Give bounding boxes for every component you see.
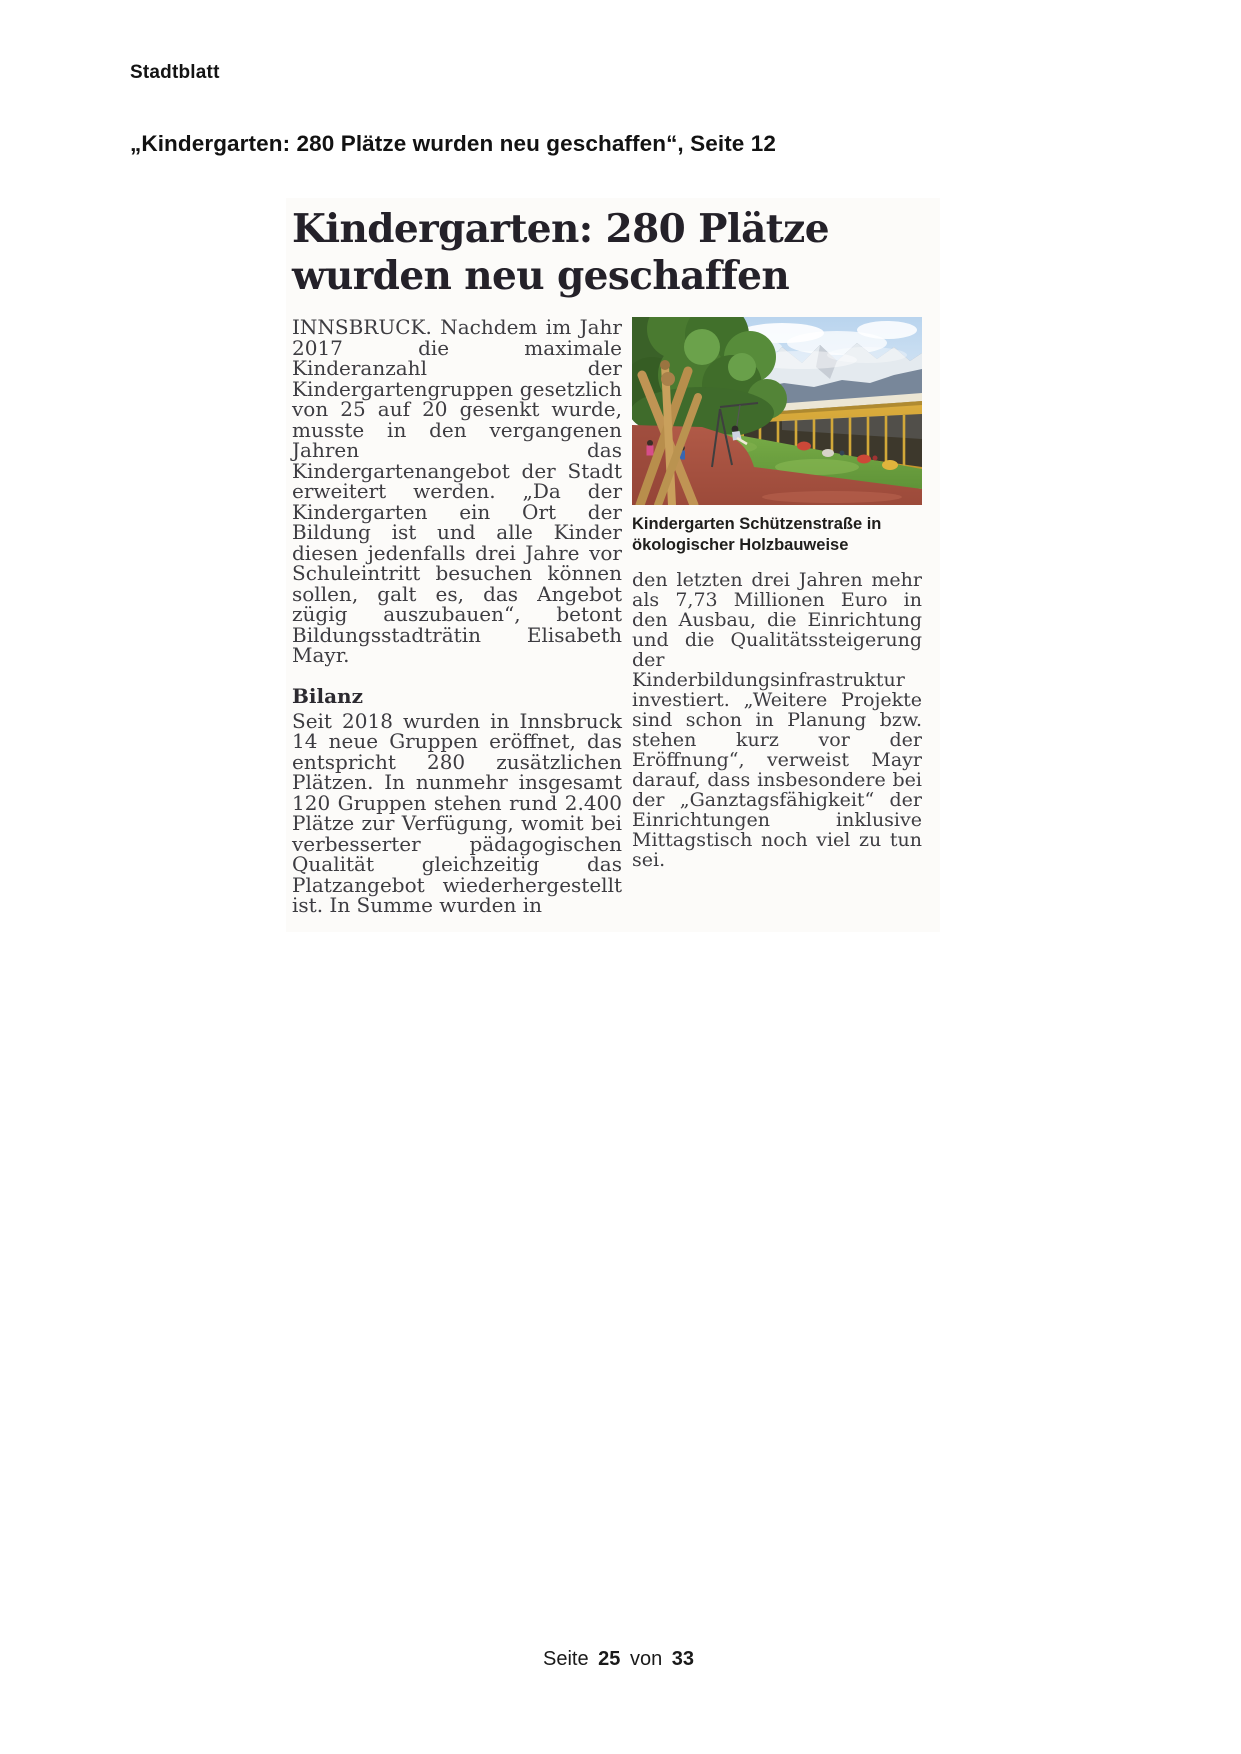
article-headline-line2: wurden neu geschaffen xyxy=(292,253,790,299)
article-intro-paragraph: INNSBRUCK. Nachdem im Jahr 2017 die maximale Kinderanzahl der Kindergartengruppen gesetzlich von 25 auf 20 gesenkt wurde, musste in den vergangenen Jahren das Kindergartenangebot der Stadt erweitert werden. „Da der Kindergarten ein Ort der Bildung ist und alle Kinder diesen jedenfalls drei Jahre vor Schuleintritt besuchen können sollen, galt es, das Angebot zügig auszubauen“, betont Bildungsstadträtin Elisabeth Mayr. xyxy=(292,315,622,667)
section-heading-bilanz: Bilanz xyxy=(292,683,363,708)
photo-caption-line2: ökologischer Holzbauweise xyxy=(632,535,849,554)
footer-label-seite: Seite xyxy=(542,1648,589,1670)
article-headline-line1: Kindergarten: 280 Plätze xyxy=(292,206,829,252)
photo-caption-line1: Kindergarten Schützenstraße in xyxy=(632,515,882,533)
footer-label-von: von xyxy=(629,1648,663,1670)
article-clipping xyxy=(286,198,940,932)
photo-caption xyxy=(632,514,922,555)
document-title: „Kindergarten: 280 Plätze wurden neu geschaffen“, Seite 12 xyxy=(130,131,776,156)
continuation-paragraph: den letzten drei Jahren mehr als 7,73 Millionen Euro in den Ausbau, die Einrichtung und die Qualitätssteigerung der Kinderbildungsinfrastruktur investiert. „Weitere Projekte sind schon in Planung bzw. stehen kurz vor der Eröffnung“, verweist Mayr darauf, dass insbesondere bei der „Ganztagsfähigkeit“ der Einrichtungen inklusive Mittagstisch noch viel zu tun sei. xyxy=(632,569,922,871)
article-headline xyxy=(292,206,936,300)
footer-page-total: 33 xyxy=(671,1648,695,1670)
article-columns xyxy=(292,317,936,916)
article-column-left xyxy=(292,317,622,916)
page-footer xyxy=(0,1648,1241,1671)
page-header: Stadtblatt xyxy=(130,62,220,83)
photo-trees xyxy=(632,317,787,439)
kindergarten-photo xyxy=(632,317,922,505)
bilanz-paragraph: Seit 2018 wurden in Innsbruck 14 neue Gruppen eröffnet, das entspricht 280 zusätzlichen Plätzen. In nunmehr insgesamt 120 Gruppen stehen rund 2.400 Plätze zur Verfügung, womit bei verbesserter pädagogischen Qualität gleichzeitig das Platzangebot wiederhergestellt ist. In Summe wurden in xyxy=(292,708,622,917)
footer-page-current: 25 xyxy=(598,1648,621,1670)
article-column-right xyxy=(632,317,922,916)
